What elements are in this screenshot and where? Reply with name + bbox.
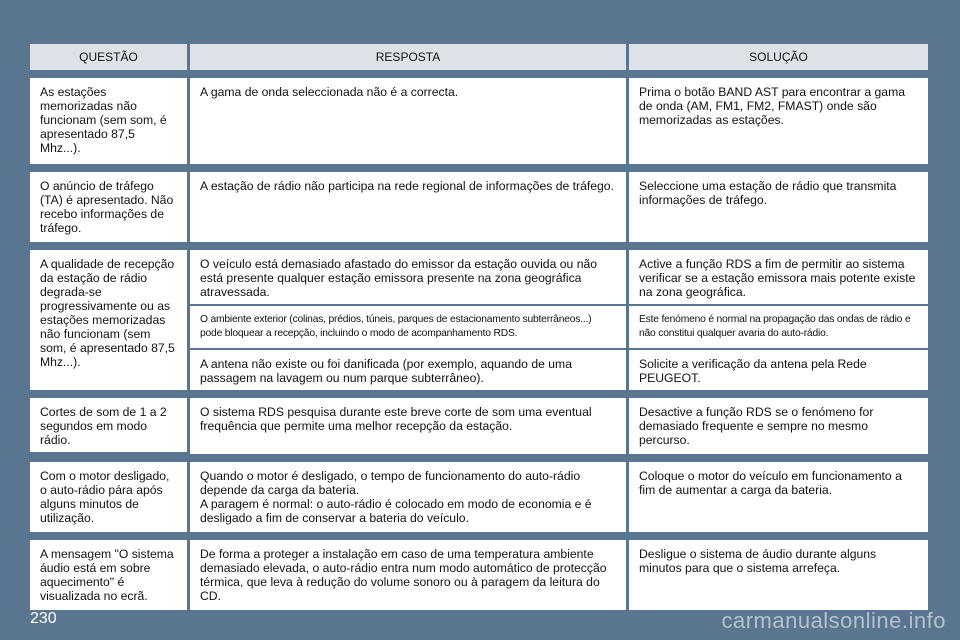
table-row xyxy=(30,250,928,390)
table-header xyxy=(30,44,928,70)
solution-cell: Active a função RDS a fim de permitir ao sistema verificar se a estação emissora mais potente existe na zona geográfica. xyxy=(629,250,928,304)
question-cell: Cortes de som de 1 a 2 segundos em modo rádio. xyxy=(30,398,187,452)
answer-cell: De forma a proteger a instalação em caso de uma temperatura ambiente demasiado elevada, o auto-rádio entra num modo automático de protecção térmica, que leva à redução do volume sonoro ou à paragem da leitura do CD. xyxy=(190,540,626,610)
page-number: 230 xyxy=(30,610,57,627)
solution-cell: Coloque o motor do veículo em funcionamento a fim de aumentar a carga da bateria. xyxy=(629,462,928,532)
table-row xyxy=(30,398,928,454)
answer-cell: O veículo está demasiado afastado do emissor da estação ouvida ou não está presente qualquer estação emissora presente na zona geográfica atravessada. xyxy=(190,250,626,304)
watermark: carmanualsonline.info xyxy=(721,608,946,633)
table-row xyxy=(30,540,928,610)
answer-cell: A gama de onda seleccionada não é a correcta. xyxy=(190,78,626,164)
answer-cell: Quando o motor é desligado, o tempo de funcionamento do auto-rádio depende da carga da bateria. A paragem é normal: o auto-rádio é colocado em modo de economia e é desligado a fim de conservar a bateria do veículo. xyxy=(190,462,626,532)
header-answer: RESPOSTA xyxy=(190,44,626,70)
troubleshooting-table xyxy=(30,44,928,612)
solution-cell: Desligue o sistema de áudio durante alguns minutos para que o sistema arrefeça. xyxy=(629,540,928,610)
table-row xyxy=(30,462,928,532)
question-cell: A mensagem "O sistema áudio está em sobre aquecimento" é visualizada no ecrã. xyxy=(30,540,187,610)
header-question: QUESTÃO xyxy=(30,44,187,70)
answer-subrow xyxy=(190,250,928,304)
answer-cell: O ambiente exterior (colinas, prédios, túneis, parques de estacionamento subterrâneos...) pode bloquear a recepção, incluindo o modo de acompanhamento RDS. xyxy=(190,306,626,348)
answer-subrow xyxy=(190,306,928,348)
question-cell: O anúncio de tráfego (TA) é apresentado. Não recebo informações de tráfego. xyxy=(30,172,187,242)
answer-cell: O sistema RDS pesquisa durante este breve corte de som uma eventual frequência que permite uma melhor recepção da estação. xyxy=(190,398,626,454)
solution-cell: Desactive a função RDS se o fenómeno for demasiado frequente e sempre no mesmo percurso. xyxy=(629,398,928,454)
solution-cell: Prima o botão BAND AST para encontrar a gama de onda (AM, FM1, FM2, FMAST) onde são memorizadas as estações. xyxy=(629,78,928,164)
question-cell: As estações memorizadas não funcionam (sem som, é apresentado 87,5 Mhz...). xyxy=(30,78,187,164)
question-cell: A qualidade de recepção da estação de rádio degrada-se progressivamente ou as estações memorizadas não funcionam (sem som, é apresentado 87,5 Mhz...). xyxy=(30,250,187,390)
table-row xyxy=(30,172,928,242)
question-cell: Com o motor desligado, o auto-rádio pára após alguns minutos de utilização. xyxy=(30,462,187,532)
header-solution: SOLUÇÃO xyxy=(629,44,928,70)
answer-cell: A antena não existe ou foi danificada (por exemplo, aquando de uma passagem na lavagem ou num parque subterrâneo). xyxy=(190,350,626,390)
table-row xyxy=(30,78,928,164)
answer-cell: A estação de rádio não participa na rede regional de informações de tráfego. xyxy=(190,172,626,242)
answer-subrow xyxy=(190,350,928,390)
solution-cell: Este fenómeno é normal na propagação das ondas de rádio e não constitui qualquer avaria do auto-rádio. xyxy=(629,306,928,348)
solution-cell: Solicite a verificação da antena pela Rede PEUGEOT. xyxy=(629,350,928,390)
solution-cell: Seleccione uma estação de rádio que transmita informações de tráfego. xyxy=(629,172,928,242)
